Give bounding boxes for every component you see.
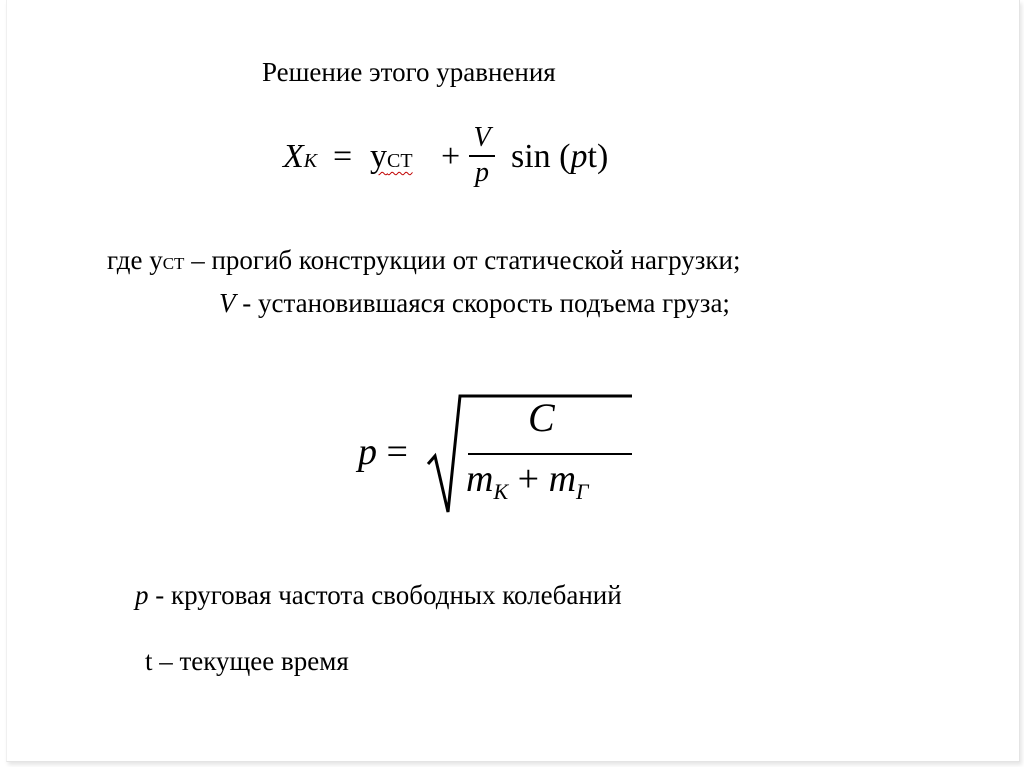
eq2-lhs: p =	[358, 431, 408, 473]
eq-fraction-v-over-p: V p	[467, 122, 497, 188]
heading: Решение этого уравнения	[262, 57, 556, 87]
eq2-numerator: C	[528, 395, 555, 440]
eq-equals: =	[333, 138, 353, 175]
definition-v: V - установившаяся скорость подъема груза;	[219, 288, 730, 318]
eq-lhs: XК	[283, 138, 318, 175]
eq-sin: sin (pt)	[511, 138, 609, 175]
definition-y-static: где уСТ – прогиб конструкции от статической нагрузки;	[107, 245, 741, 275]
eq-y-static: уСТ	[370, 138, 413, 175]
frequency-equation	[358, 392, 648, 522]
definition-t: t – текущее время	[145, 646, 349, 676]
eq-plus: +	[441, 138, 461, 175]
definition-p: p - круговая частота свободных колебаний	[135, 580, 622, 610]
eq2-denominator: $m_K + m_Г$	[466, 458, 589, 504]
